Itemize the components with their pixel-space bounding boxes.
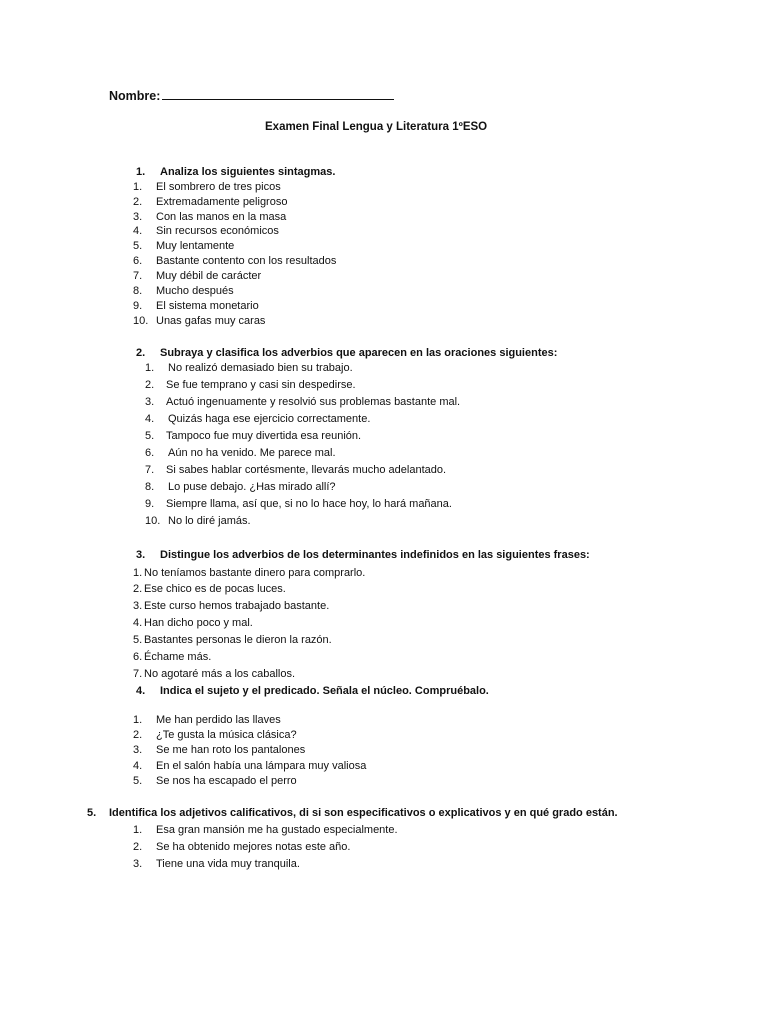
list-item: 1. Me han perdido las llaves [133,714,281,726]
name-blank-line [162,87,394,100]
list-item: 6. Aún no ha venido. Me parece mal. [145,447,336,459]
section2-heading [136,346,557,360]
list-item: 6. Bastante contento con los resultados [133,255,337,267]
section4-number: 4. [136,685,146,697]
list-item: 10. No lo diré jamás. [145,515,251,527]
list-item: 1. El sombrero de tres picos [133,181,281,193]
list-item: 9. Siempre llama, así que, si no lo hace hoy, lo hará mañana. [145,498,452,510]
list-item: 5. Muy lentamente [133,240,235,252]
name-field [109,87,394,103]
list-item: 2. Se fue temprano y casi sin despedirse. [145,379,356,391]
list-item: 1. Esa gran mansión me ha gustado especialmente. [133,824,398,836]
list-item: 3. Con las manos en la masa [133,211,287,223]
list-item: 1. No teníamos bastante dinero para comprarlo. [133,567,366,579]
section3-number: 3. [136,549,146,561]
list-item: 6. Échame más. [133,651,212,663]
list-item: 3. Tiene una vida muy tranquila. [133,858,300,870]
section4-heading-text: Indica el sujeto y el predicado. Señala el núcleo. Compruébalo. [160,685,489,697]
section4-heading [136,684,489,698]
list-item: 3. Actuó ingenuamente y resolvió sus problemas bastante mal. [145,396,461,408]
list-item: 4. En el salón había una lámpara muy valiosa [133,760,367,772]
list-item: 5. Tampoco fue muy divertida esa reunión. [145,430,362,442]
list-item: 9. El sistema monetario [133,300,259,312]
section5-heading-text: Identifica los adjetivos calificativos, di si son especificativos o explicativos y en qué grado están. [109,807,618,819]
section1-heading-text: Analiza los siguientes sintagmas. [160,166,336,178]
section3-heading-text: Distingue los adverbios de los determinantes indefinidos en las siguientes frases: [160,549,590,561]
section3-heading [136,548,590,562]
section2-number: 2. [136,347,146,359]
list-item: 5. Bastantes personas le dieron la razón. [133,634,332,646]
section2-heading-text: Subraya y clasifica los adverbios que aparecen en las oraciones siguientes: [160,347,558,359]
name-label: Nombre: [109,89,161,103]
section1-number: 1. [136,166,146,178]
list-item: 2. Se ha obtenido mejores notas este año. [133,841,351,853]
section5-number: 5. [87,807,97,819]
list-item: 4. Sin recursos económicos [133,225,279,237]
list-item: 10. Unas gafas muy caras [133,315,266,327]
section5-heading [87,806,618,820]
list-item: 7. No agotaré más a los caballos. [133,668,296,680]
list-item: 3. Se me han roto los pantalones [133,744,306,756]
list-item: 8. Lo puse debajo. ¿Has mirado allí? [145,481,336,493]
list-item: 2. Extremadamente peligroso [133,196,288,208]
list-item: 8. Mucho después [133,285,234,297]
list-item: 7. Si sabes hablar cortésmente, llevarás mucho adelantado. [145,464,447,476]
list-item: 1. No realizó demasiado bien su trabajo. [145,362,353,374]
list-item: 4. Han dicho poco y mal. [133,617,253,629]
list-item: 7. Muy débil de carácter [133,270,262,282]
list-item: 2. ¿Te gusta la música clásica? [133,729,297,741]
list-item: 4. Quizás haga ese ejercicio correctamente. [145,413,371,425]
section1-heading [136,165,335,179]
list-item: 2. Ese chico es de pocas luces. [133,583,286,595]
exam-title: Examen Final Lengua y Literatura 1ºESO [265,121,488,133]
list-item: 3. Este curso hemos trabajado bastante. [133,600,330,612]
list-item: 5. Se nos ha escapado el perro [133,775,297,787]
